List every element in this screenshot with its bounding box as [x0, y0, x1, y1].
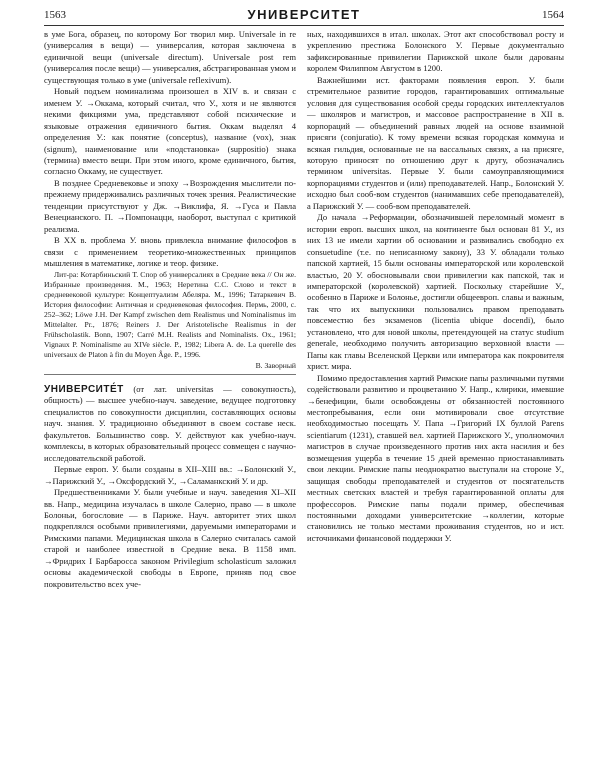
article-headword: УНИВЕРСИТЕ́Т	[44, 383, 124, 395]
left-paragraph-4: В XX в. проблема У. вновь привлекла внимание философов в связи с применением теоретико-множественных принципов мышления в математике, логике и теор. физике.	[44, 235, 296, 269]
article-separator	[44, 374, 296, 375]
right-paragraph-4: Помимо предоставления хартий Римские папы различными путями содействовали развитию и процветанию У. Напр., клирики, имевшие →бенефиции, были освобождены от обязанностей постоянного местопребывания, если они мотивировали свое отсутствие необходимостью посещать У. Папа →Григорий IX буллой Parens scientiarum (1231), ставшей вел. хартией Парижского У., уполномочил магистров в случае произведенного против них акта насилия и без возмещения ущерба в течение 15 дней временно приостанавливать свои лекции. Римские папы неоднократно выступали на стороне У., защищая свободы преподавателей и студентов от посягательств местных светских властей и требуя гарантированной оплаты для профессоров. Римские папы подали пример, обеспечивая постоянными доходами университетские →коллегии, которые становились не только местами проживания студентов, но и ист. источниками финансовой поддержки У.	[307, 372, 564, 543]
right-paragraph-2: Важнейшими ист. факторами появления европ. У. были стремительное развитие городов, гарантировавших оптимальные условия для существования особой среды городских интеллектуалов — школяров и магистров, и массовое распространение в XII в. корпораций — объединений равных людей на основе взаимной присяги (conjuratio). К тому времени всякая городская коммуна и всякая гильдия, основанные не на вассальных связях, а на присяге, которую приносят по отношению друг к другу, обозначались термином universitas. Первые У. были самоуправляющимися корпорациями студентов и (или) преподавателей. Напр., Болонский У. исходно был сооб-вом студентов (нанимавших себе преподавателей), а Парижский У. — сооб-вом преподавателей.	[307, 74, 564, 211]
literature-list: Лит-ра: Котарбиньский Т. Спор об универсалиях в Средние века // Он же. Избранные произведения. М., 1963; Неретина С.С. Слово и текст в средневековой культуре: Концептуализм Абеляра. М., 1996; Татаркевич В. История философии: Античная и средневековая философия. Пермь, 2000, с. 252–362; Löwe J.H. Der Kampf zwischen dem Realismus und Nominalismus im Mittelalter. Pr., 1876; Reiners J. Der Aristotelische Realismus in der Frühscholastik. Bonn, 1907; Carré M.H. Realists and Nominalists. Ox., 1961; Vignaux P. Nominalisme au XIVe siècle. P., 1982; Libera A. de. La querelle des universaux de Platon à fin du Moyen Âge. P., 1996.	[44, 269, 296, 359]
author-signature: В. Заворный	[255, 360, 296, 370]
article-intro	[44, 384, 296, 464]
left-paragraph-1: в уме Бога, образец, по которому Бог творил мир. Universale in re (универсалия в вещи) — универсалия, которая заключена в единичной вещи (universale directum). Universale post rem (универсалия после вещи) — универсалия, абстрагированная умом и существующая только в уме (universale reflexivum).	[44, 29, 296, 85]
right-paragraph-1: ных, находившихся в итал. школах. Этот акт способствовал росту и укреплению престижа Болонского У. Первые документально зафиксированные привилегии Парижской школе были дарованы королем Филиппом Августом в 1200.	[307, 29, 564, 74]
left-paragraph-6: Первые европ. У. были созданы в XII–XIII вв.: →Болонский У., →Парижский У., →Оксфордский У., →Саламанкский У. и др.	[44, 464, 296, 486]
right-column	[307, 29, 564, 544]
header-rule	[44, 25, 564, 26]
left-page-number: 1563	[44, 9, 66, 21]
running-title: УНИВЕРСИТЕТ	[247, 7, 361, 22]
left-paragraph-7: Предшественниками У. были учебные и науч. заведения XI–XII вв. Напр., медицина изучалась в школе Салерно, право — в школе Болоньи, богословие — в Париже. Науч. авторитет этих школ подкреплялся особыми привилегиями, даруемыми императорами и Римскими папами. Медицинская школа в Салерно считалась самой старой и наиболее известной в Средние века. В 1158 имп. →Фридрих I Барбаросса законом Privilegium scholasticum заложил основы академической свободы в Европе, приняв под свое покровительство всех уче-	[44, 487, 296, 589]
right-page-number: 1564	[542, 9, 564, 21]
left-paragraph-2: Новый подъем номинализма произошел в XIV в. и связан с именем У. →Оккама, который считал, что У., хотя и не являются некими фикциями ума, представляют собой психические и языковые отражения единичного бытия. Оккам выделял 4 определения У.: как понятие (conceptus), название (vox), знак (signum), наименование или «подстановка» (suppositio) знака (термина) вместо вещи. При этом иного, кроме единичного, бытия, согласно Оккаму, не существует.	[44, 86, 296, 177]
running-header	[44, 7, 564, 25]
article-definition: (от лат. universitas — совокупность), общность) — высшее учебно-науч. заведение, ведущее подготовку специалистов по совокупности дисциплин, составляющих основы науч. знания. У. традиционно объединяют в своем составе неск. факультетов. Большинство совр. У. действуют как учебно-науч. комплексы, в которых образовательный процесс совмещен с научно-исследовательской работой.	[44, 383, 296, 463]
left-paragraph-3: В позднее Средневековье и эпоху →Возрождения мыслители по-прежнему придерживались различных точек зрения. Реалистические тенденции присутствуют у Дж. →Виклифа, Я. →Гуса и Павла Венецианского. П. →Помпонацци, наоборот, выступал с критикой реализма.	[44, 177, 296, 234]
right-paragraph-3: До начала →Реформации, обозначившей переломный момент в истории европ. высших школ, на континенте был основан 81 У., из них 13 не имели хартии об основании и развивались свободно ex consuetudine (т.е. по неписанному закону), 33 У. обладали только папской хартией, 15 были основаны императорской или королевской властью, 20 У. обосновывали свои привилегии как папской, так и императорской (королевской) хартией. Поскольку старейшие У., особенно в Париже и Болонье, достигли общеевроп. славы и важным, так что их выпускники пользовались правом преподавать повсеместно без экзаменов (licentia ubique docendi), было установлено, что для новой школы, претендующей на статус studium generale, необходимо получить авторизацию верховной власти — Папы как главы Вселенской Церкви или императора как покровителя христ. мира.	[307, 212, 564, 372]
left-column	[44, 29, 296, 590]
